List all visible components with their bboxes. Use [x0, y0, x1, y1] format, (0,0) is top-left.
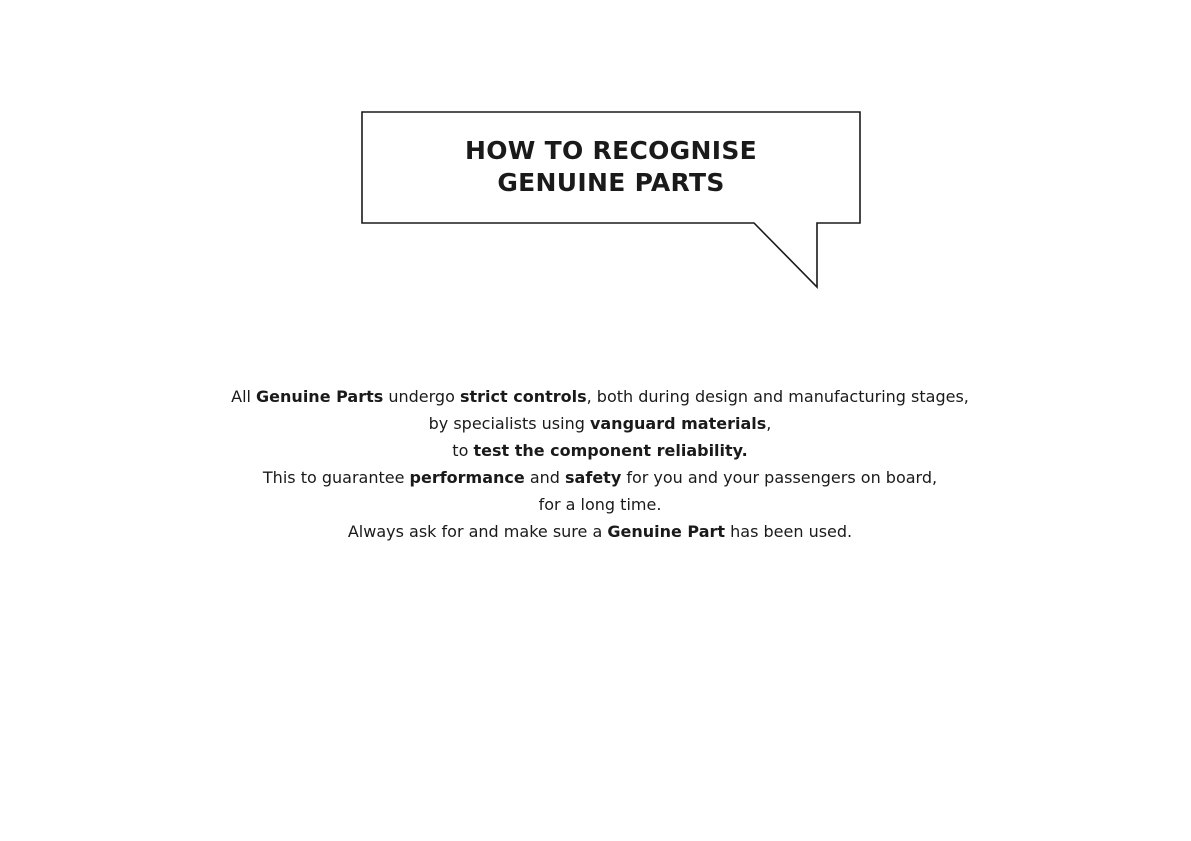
body-line — [100, 383, 1100, 410]
title-line-1: HOW TO RECOGNISE — [464, 136, 758, 165]
speech-bubble — [360, 110, 862, 290]
body-text-segment: , both during design and manufacturing stages, — [586, 387, 969, 406]
body-text-segment: and — [524, 468, 566, 487]
body-paragraph — [100, 383, 1100, 545]
body-text-segment: for you and your passengers on board, — [621, 468, 938, 487]
body-text-segment: by specialists using — [428, 414, 590, 433]
emphasis-text: Genuine Parts — [256, 387, 384, 406]
body-line — [100, 437, 1100, 464]
body-text-segment: , — [766, 414, 772, 433]
body-line — [100, 410, 1100, 437]
emphasis-text: safety — [565, 468, 622, 487]
body-text-segment: has been used. — [725, 522, 853, 541]
title-line-2: GENUINE PARTS — [497, 168, 725, 197]
body-text-segment: This to guarantee — [262, 468, 410, 487]
body-text-segment: to — [452, 441, 474, 460]
body-line — [100, 518, 1100, 545]
body-text-segment: undergo — [383, 387, 460, 406]
body-text-segment: for a long time. — [538, 495, 662, 514]
emphasis-text: Genuine Part — [607, 522, 726, 541]
body-text-segment: Always ask for and make sure a — [347, 522, 608, 541]
emphasis-text: test the component reliability. — [473, 441, 748, 460]
emphasis-text: performance — [409, 468, 525, 487]
body-line — [100, 464, 1100, 491]
emphasis-text: strict controls — [459, 387, 587, 406]
body-text-segment: All — [231, 387, 257, 406]
body-line — [100, 491, 1100, 518]
page-title — [360, 135, 862, 199]
emphasis-text: vanguard materials — [589, 414, 767, 433]
